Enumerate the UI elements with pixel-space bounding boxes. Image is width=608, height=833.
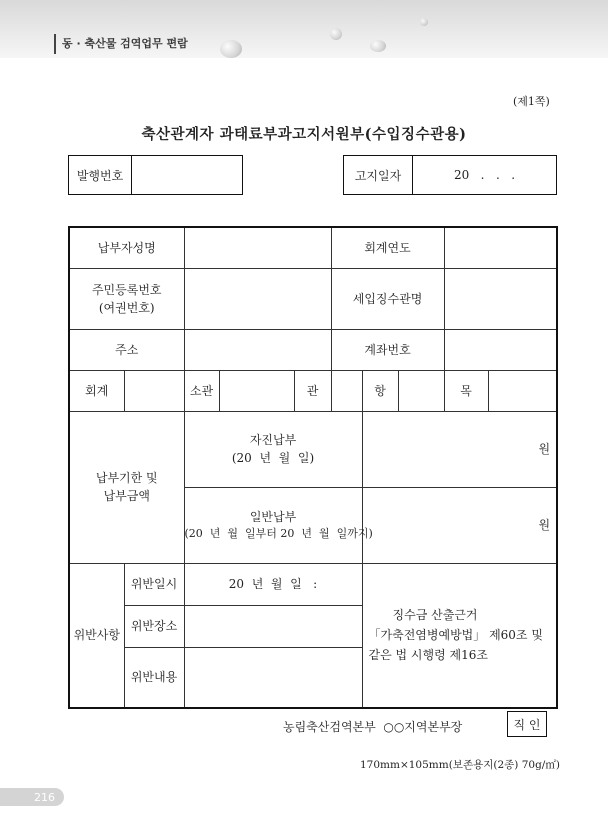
water-drop-decoration [220,40,242,58]
document-title: 축산관계자 과태료부과고지서원부(수입징수관용) [141,126,467,143]
table-row [69,329,557,370]
issue-number-label: 발행번호 [69,156,132,194]
due-date-amount-label [69,411,184,563]
issue-number-field [68,155,243,195]
issuing-authority: 농림축산검역본부 ○○지역본부장 [283,720,463,734]
table-row [69,268,557,329]
water-drop-decoration [370,40,386,52]
sub-item-value [488,370,557,411]
payer-name-label: 납부자성명 [69,227,184,268]
notice-date-label: 고지일자 [344,156,413,194]
general-amount-won: 원 [362,487,557,563]
violation-date-value: 20 년 월 일 : [184,563,362,605]
collection-basis [362,563,557,708]
table-row [69,227,557,268]
violation-label: 위반사항 [69,563,124,708]
table-row [69,370,557,411]
resident-number-label [69,268,184,329]
general-payment-cell [184,487,373,563]
resident-number-line-2: (여권번호) [98,300,155,315]
fiscal-year-label: 회계연도 [331,227,444,268]
account-number-label: 계좌번호 [331,329,444,370]
jurisdiction-label: 소관 [184,370,219,411]
account-number-value [444,329,557,370]
account-value [124,370,184,411]
payer-name-value [184,227,331,268]
general-payment-date: (20 년 월 일부터 20 년 월 일까지) [184,526,373,540]
collector-name-value [444,268,557,329]
resident-number-value [184,268,331,329]
voluntary-payment-cell [184,411,362,487]
violation-content-label: 위반내용 [124,647,184,708]
paper-spec: 170mm×105mm(보존용지(2종) 70g/㎡) [360,759,560,771]
section-value [331,370,362,411]
item-value [398,370,444,411]
basis-line-1: 징수금 산출근거 [392,607,478,622]
ledger-table [68,226,558,709]
section-label: 관 [294,370,331,411]
page-header [0,0,608,58]
due-label-line-2: 납부금액 [103,489,150,503]
notice-date-value: 20 . . . [453,168,516,182]
due-label-line-1: 납부기한 및 [95,471,158,485]
water-drop-decoration [330,28,342,40]
voluntary-payment-label: 자진납부 [249,433,297,447]
violation-place-label: 위반장소 [124,605,184,647]
header-title: 동 · 축산물 검역업무 편람 [62,37,188,50]
voluntary-payment-date: (20 년 월 일) [231,451,315,465]
basis-line-2: 「가축전염병예방법」 제60조 및 [368,628,543,643]
form-page-number: (제1쪽) [513,95,550,108]
address-label: 주소 [69,329,184,370]
violation-content-value [184,647,362,708]
fiscal-year-value [444,227,557,268]
violation-date-label: 위반일시 [124,563,184,605]
account-label: 회계 [69,370,124,411]
violation-place-value [184,605,362,647]
jurisdiction-value [219,370,294,411]
page-number: 216 [0,788,64,806]
notice-date-field [343,155,557,195]
issue-number-value [132,156,242,194]
sub-item-label: 목 [444,370,488,411]
header-accent-bar [54,34,56,54]
general-payment-label: 일반납부 [249,509,297,524]
water-drop-decoration [420,18,428,26]
official-seal-box: 직 인 [507,711,547,737]
address-value [184,329,331,370]
resident-number-line-1: 주민등록번호 [91,282,162,297]
table-row [69,563,557,605]
collector-name-label: 세입징수관명 [331,268,444,329]
item-label: 항 [362,370,398,411]
table-row [69,411,557,487]
voluntary-amount-won: 원 [362,411,557,487]
basis-line-3: 같은 법 시행령 제16조 [368,648,488,663]
